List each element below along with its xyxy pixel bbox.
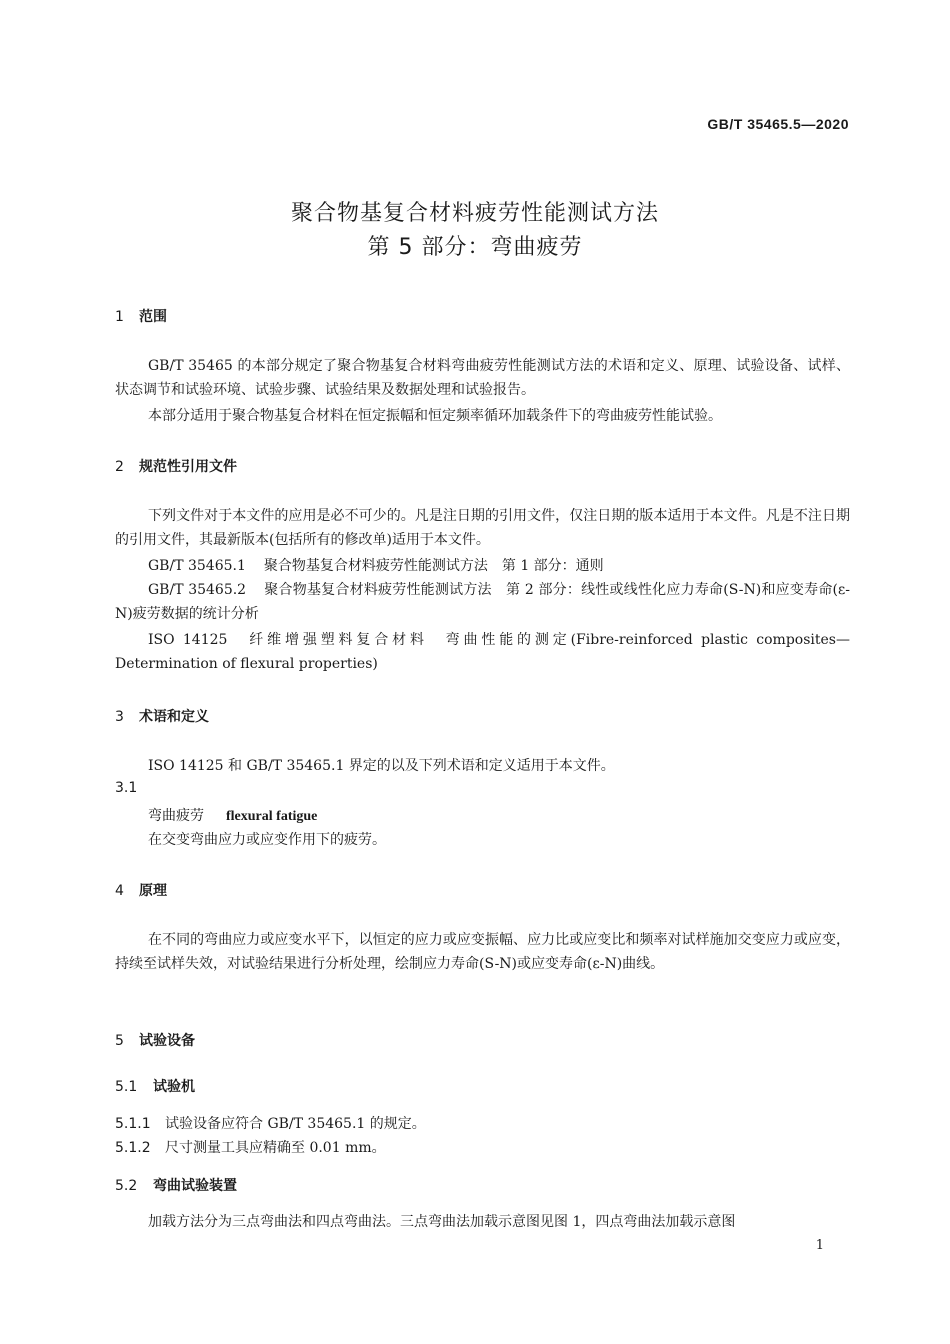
term-definition: 在交变弯曲应力或应变作用下的疲劳。 [148, 832, 386, 848]
standard-code: GB/T 35465.5—2020 [707, 116, 849, 132]
reference-code: GB/T 35465.1 [148, 558, 246, 574]
section-1-heading [115, 306, 167, 326]
clause-5-1-2 [115, 1137, 386, 1157]
term-english: flexural fatigue [226, 809, 318, 824]
section-title: 术语和定义 [139, 709, 209, 725]
reference-code: GB/T 35465.2 [148, 582, 247, 598]
reference-title: 纤维增强塑料复合材料 弯曲性能的测定(Fibre-reinforced plastic composites—Determination of flexural properties) [115, 632, 850, 672]
section-number: 2 [115, 459, 124, 475]
clause-number: 5.1.2 [115, 1140, 151, 1156]
section-5-2-paragraph-1: 加载方法分为三点弯曲法和四点弯曲法。三点弯曲法加载示意图见图 1，四点弯曲法加载示意图 [148, 1214, 736, 1230]
section-3-paragraph-1: ISO 14125 和 GB/T 35465.1 界定的以及下列术语和定义适用于本文件。 [148, 758, 615, 774]
subclause-3-1-number: 3.1 [115, 780, 138, 796]
subsection-number: 5.2 [115, 1178, 138, 1194]
page-number: 1 [815, 1238, 824, 1253]
reference-title: 聚合物基复合材料疲劳性能测试方法 第 2 部分：线性或线性化应力寿命(S-N)和应变寿命(ε-N)疲劳数据的统计分析 [115, 582, 850, 622]
section-2-heading [115, 456, 237, 476]
reference-title: 聚合物基复合材料疲劳性能测试方法 第 1 部分：通则 [263, 558, 604, 574]
reference-code: ISO 14125 [148, 632, 228, 648]
section-1-paragraph-2: 本部分适用于聚合物基复合材料在恒定振幅和恒定频率循环加载条件下的弯曲疲劳性能试验。 [148, 408, 722, 424]
section-number: 4 [115, 883, 124, 899]
clause-text: 试验设备应符合 GB/T 35465.1 的规定。 [165, 1116, 426, 1132]
document-subtitle: 第 5 部分：弯曲疲劳 [367, 235, 583, 260]
section-number: 1 [115, 309, 124, 325]
reference-1 [115, 554, 850, 578]
section-1-paragraph-1: GB/T 35465 的本部分规定了聚合物基复合材料弯曲疲劳性能测试方法的术语和定义、原理、试验设备、试样、状态调节和试验环境、试验步骤、试验结果及数据处理和试验报告。 [115, 358, 850, 398]
term-chinese: 弯曲疲劳 [148, 808, 204, 824]
section-3-heading [115, 706, 209, 726]
subsection-5-1-heading [115, 1076, 195, 1096]
term-entry [148, 805, 317, 825]
reference-2 [115, 578, 850, 626]
section-number: 5 [115, 1033, 124, 1049]
subsection-title: 弯曲试验装置 [153, 1178, 237, 1194]
subsection-5-2-heading [115, 1175, 237, 1195]
section-title: 原理 [139, 883, 167, 899]
subsection-title: 试验机 [153, 1079, 195, 1095]
section-number: 3 [115, 709, 124, 725]
reference-3 [115, 628, 850, 676]
section-title: 规范性引用文件 [139, 459, 237, 475]
section-4-paragraph-1: 在不同的弯曲应力或应变水平下，以恒定的应力或应变振幅、应力比或应变比和频率对试样施加交变应力或应变，持续至试样失效，对试验结果进行分析处理，绘制应力寿命(S-N)或应变寿命(ε-N)曲线。 [115, 932, 850, 972]
clause-text: 尺寸测量工具应精确至 0.01 mm。 [165, 1140, 386, 1156]
document-title: 聚合物基复合材料疲劳性能测试方法 [290, 201, 659, 226]
section-5-heading [115, 1030, 195, 1050]
section-title: 范围 [139, 309, 167, 325]
section-4-heading [115, 880, 167, 900]
section-2-paragraph-1: 下列文件对于本文件的应用是必不可少的。凡是注日期的引用文件，仅注日期的版本适用于本文件。凡是不注日期的引用文件，其最新版本(包括所有的修改单)适用于本文件。 [115, 508, 850, 548]
subsection-number: 5.1 [115, 1079, 138, 1095]
section-title: 试验设备 [139, 1033, 195, 1049]
clause-5-1-1 [115, 1113, 426, 1133]
clause-number: 5.1.1 [115, 1116, 151, 1132]
